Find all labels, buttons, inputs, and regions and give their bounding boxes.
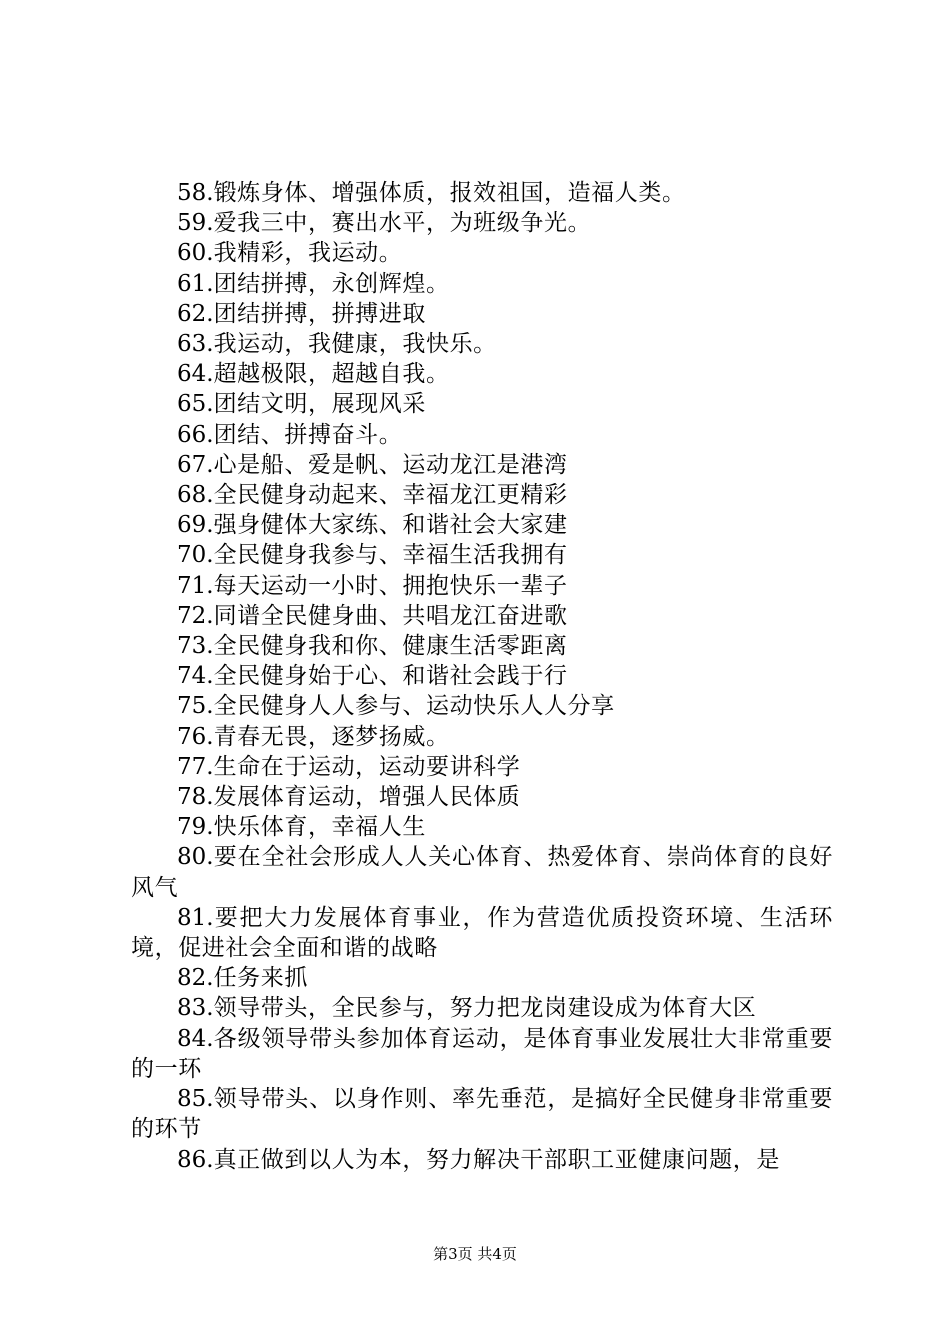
page-number-label: 第3页 共4页 [433,1245,517,1263]
item-text: 团结拼搏，永创辉煌。 [213,270,450,297]
list-item [131,178,833,208]
item-number: 76. [177,723,214,750]
list-item [131,480,833,510]
item-text: 全民健身我和你、健康生活零距离 [213,633,568,660]
list-item [131,782,833,812]
item-number: 84. [177,1025,214,1052]
item-number: 73. [177,633,214,660]
list-item [131,752,833,782]
item-text: 真正做到以人为本，努力解决干部职工亚健康问题，是 [213,1146,780,1173]
item-text: 爱我三中，赛出水平，为班级争光。 [213,210,592,237]
item-text: 每天运动一小时、拥抱快乐一辈子 [213,572,568,599]
item-text: 团结、拼搏奋斗。 [213,421,403,448]
item-number: 59. [177,210,214,237]
item-number: 66. [177,421,214,448]
list-item [131,269,833,299]
item-text: 全民健身动起来、幸福龙江更精彩 [213,482,568,509]
list-item [131,571,833,601]
list-item [131,601,833,631]
item-text: 青春无畏，逐梦扬威。 [213,723,450,750]
item-number: 67. [177,451,214,478]
item-number: 71. [177,572,214,599]
item-number: 74. [177,663,214,690]
item-number: 81. [177,904,214,931]
item-text: 同谱全民健身曲、共唱龙江奋进歌 [213,602,568,629]
list-item [131,299,833,329]
list-item [131,389,833,419]
list-item [131,963,833,993]
item-text: 任务来抓 [213,965,308,992]
item-number: 78. [177,784,214,811]
item-number: 69. [177,512,214,539]
item-number: 86. [177,1146,214,1173]
item-number: 58. [177,180,214,206]
item-text: 快乐体育，幸福人生 [213,814,426,841]
list-item [131,631,833,661]
item-text: 发展体育运动，增强人民体质 [213,784,521,811]
list-item [131,208,833,238]
page-footer [0,1244,950,1264]
list-item [131,1145,833,1175]
item-text: 全民健身人人参与、运动快乐人人分享 [213,693,615,720]
document-body [131,178,833,1175]
list-item [131,450,833,480]
list-item [131,722,833,752]
item-text: 团结文明，展现风采 [213,391,426,418]
list-item [131,661,833,691]
item-number: 60. [177,240,214,267]
item-text: 心是船、爱是帆、运动龙江是港湾 [213,451,568,478]
item-text: 生命在于运动，运动要讲科学 [213,753,521,780]
item-text: 要在全社会形成人人关心体育、热爱体育、崇尚体育的良好风气 [131,844,833,901]
item-number: 61. [177,270,214,297]
item-number: 63. [177,331,214,358]
item-number: 79. [177,814,214,841]
item-text: 领导带头、以身作则、率先垂范，是搞好全民健身非常重要的环节 [131,1086,833,1143]
list-item [131,993,833,1023]
item-number: 75. [177,693,214,720]
list-item [131,540,833,570]
item-text: 锻炼身体、增强体质，报效祖国，造福人类。 [213,180,686,206]
item-number: 70. [177,542,214,569]
item-text: 强身健体大家练、和谐社会大家建 [213,512,568,539]
item-text: 我运动，我健康，我快乐。 [213,331,497,358]
item-number: 68. [177,482,214,509]
item-text: 超越极限，超越自我。 [213,361,450,388]
item-text: 我精彩，我运动。 [213,240,403,267]
list-item [131,238,833,268]
item-number: 83. [177,995,214,1022]
item-number: 72. [177,602,214,629]
list-item [131,1024,833,1084]
list-item [131,842,833,902]
item-text: 领导带头，全民参与，努力把龙岗建设成为体育大区 [213,995,757,1022]
list-item [131,510,833,540]
list-item [131,420,833,450]
item-text: 全民健身我参与、幸福生活我拥有 [213,542,568,569]
item-number: 65. [177,391,214,418]
list-item [131,1084,833,1144]
list-item [131,329,833,359]
item-number: 77. [177,753,214,780]
list-item [131,812,833,842]
list-item [131,691,833,721]
list-item [131,359,833,389]
item-text: 要把大力发展体育事业，作为营造优质投资环境、生活环境，促进社会全面和谐的战略 [131,904,833,962]
item-text: 各级领导带头参加体育运动，是体育事业发展壮大非常重要的一环 [131,1025,833,1082]
item-number: 80. [177,844,214,871]
item-number: 85. [177,1086,214,1113]
item-text: 团结拼搏，拼搏进取 [213,300,426,327]
item-number: 64. [177,361,214,388]
item-text: 全民健身始于心、和谐社会践于行 [213,663,568,690]
item-number: 62. [177,300,214,327]
item-number: 82. [177,965,214,992]
list-item [131,903,833,963]
